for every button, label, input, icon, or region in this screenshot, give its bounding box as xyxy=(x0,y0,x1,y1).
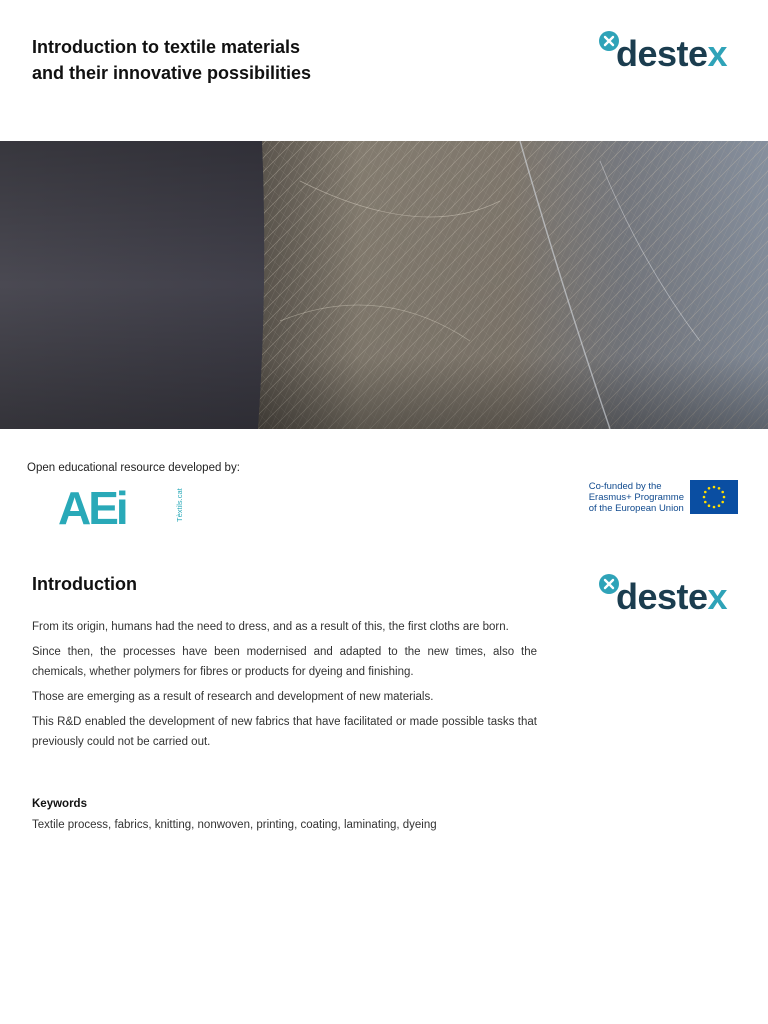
section-title-introduction: Introduction xyxy=(32,574,137,594)
brand-name-x: x xyxy=(707,576,728,617)
document-title xyxy=(32,34,392,86)
aei-logo-tagline: Tèxtils.cat xyxy=(175,488,184,522)
title-line-2: and their innovative possibilities xyxy=(32,63,312,83)
brand-name-x: x xyxy=(707,33,728,74)
hero-yarn-image xyxy=(0,141,768,429)
eu-line-2: Erasmus+ Programme xyxy=(588,491,684,503)
intro-paragraph-4: This R&D enabled the development of new fabrics that have facilitated or made possible tasks that previously could not be carried out. xyxy=(32,716,537,748)
introduction-body xyxy=(32,617,537,757)
keywords-list: Textile process, fabrics, knitting, nonwoven, printing, coating, laminating, dyeing xyxy=(32,819,437,831)
brand-name-main: deste xyxy=(616,576,708,617)
eu-flag-icon xyxy=(690,480,738,514)
eu-line-3: of the European Union xyxy=(588,502,684,514)
destex-logo-top xyxy=(598,30,727,72)
aei-logo-letters: AEi xyxy=(58,482,126,526)
keywords-title: Keywords xyxy=(32,798,87,810)
aei-logo xyxy=(58,482,190,526)
eu-line-1: Co-funded by the xyxy=(588,480,662,492)
intro-paragraph-2: Since then, the processes have been modernised and adapted to the new times, also the chemicals, whether polymers for fibres or products for dyeing and finishing. xyxy=(32,646,537,678)
destex-logo-section xyxy=(598,573,727,615)
intro-paragraph-1: From its origin, humans had the need to dress, and as a result of this, the first cloths are born. xyxy=(32,621,509,633)
brand-name-main: deste xyxy=(616,33,708,74)
developed-by-label: Open educational resource developed by: xyxy=(27,462,240,474)
yarn-cone-photo xyxy=(0,141,768,429)
eu-cofunded-badge xyxy=(528,476,738,518)
intro-paragraph-3: Those are emerging as a result of research and development of new materials. xyxy=(32,691,434,703)
title-line-1: Introduction to textile materials xyxy=(32,37,301,57)
